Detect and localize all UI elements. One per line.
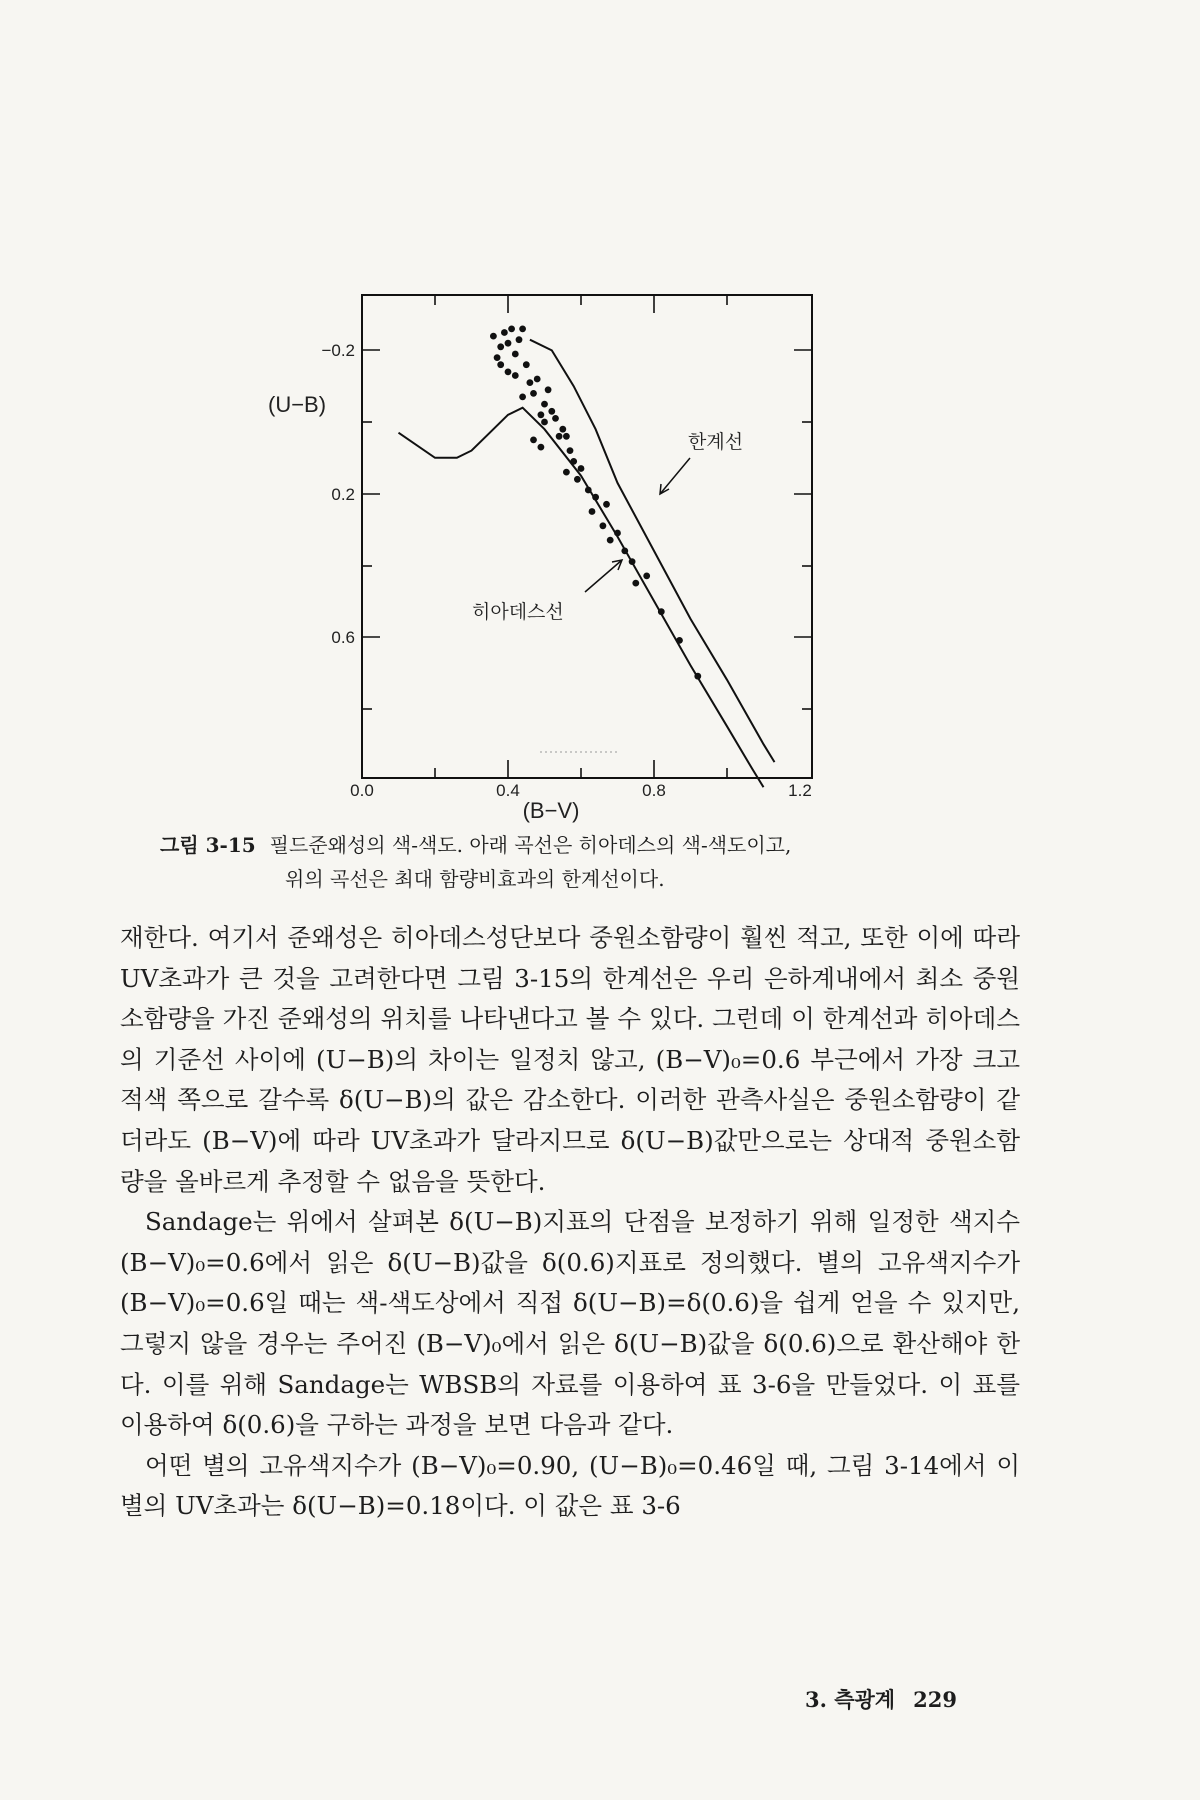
y-axis-ticks [362, 350, 812, 709]
data-point [530, 437, 537, 444]
page-footer [805, 1684, 957, 1714]
hyades-curve [399, 408, 764, 788]
data-point [548, 408, 555, 415]
data-point [538, 411, 545, 418]
paragraph-1: 재한다. 여기서 준왜성은 히아데스성단보다 중원소함량이 훨씬 적고, 또한 이에 따라 UV초과가 큰 것을 고려한다면 그림 3-15의 한계선은 우리 은하계내에서 최소 중원소함량을 가진 준왜성의 위치를 나타낸다고 볼 수 있다. 그런데 이 한계선과 히아데스의 기준선 사이에 (U−B)의 차이는 일정치 않고, (B−V)₀=0.6 부근에서 가장 크고 적색 쪽으로 갈수록 δ(U−B)의 값은 감소한다. 이러한 관측사실은 중원소함량이 같더라도 (B−V)에 따라 UV초과가 달라지므로 δ(U−B)값만으로는 상대적 중원소함량을 올바르게 추정할 수 없음을 뜻한다. [120, 923, 1020, 1196]
data-point [501, 329, 508, 336]
body-text [120, 918, 1020, 1527]
data-point [658, 608, 665, 615]
y-axis-label: (U−B) [268, 392, 327, 417]
limit-line-annotation: 한계선 [688, 431, 744, 453]
data-point [600, 522, 607, 529]
data-point [556, 433, 563, 440]
limit-curve [530, 340, 775, 762]
data-point [592, 494, 599, 501]
data-point [519, 326, 526, 333]
y-tick-label: 0.2 [331, 485, 355, 504]
figure-caption [160, 828, 1020, 896]
data-point [512, 372, 519, 379]
data-point [589, 508, 596, 515]
data-point [494, 354, 501, 361]
figure-caption-line2: 위의 곡선은 최대 함량비효과의 한계선이다. [285, 867, 665, 891]
data-point [497, 343, 504, 350]
data-point [530, 390, 537, 397]
data-point [505, 340, 512, 347]
y-tick-label: −0.2 [321, 341, 355, 360]
data-point [563, 469, 570, 476]
data-point [541, 419, 548, 426]
hyades-line-arrow [585, 560, 622, 592]
data-point [516, 336, 523, 343]
data-point [541, 401, 548, 408]
data-point [632, 580, 639, 587]
data-point [497, 361, 504, 368]
data-point [512, 351, 519, 358]
data-point [563, 433, 570, 440]
data-point [505, 369, 512, 376]
data-point [603, 501, 610, 508]
x-tick-label: 1.2 [788, 781, 812, 800]
x-axis-ticks [435, 295, 727, 778]
plot-frame [362, 295, 812, 778]
data-point [621, 548, 628, 555]
y-tick-label: 0.6 [331, 628, 355, 647]
page-number: 229 [913, 1687, 957, 1712]
data-point [534, 376, 541, 383]
x-tick-label: 0.4 [496, 781, 520, 800]
data-point [570, 458, 577, 465]
data-point [552, 415, 559, 422]
x-tick-label: 0.8 [642, 781, 666, 800]
data-point [567, 447, 574, 454]
data-point [574, 476, 581, 483]
x-axis-label: (B−V) [522, 798, 580, 823]
data-point [578, 465, 585, 472]
data-point [585, 487, 592, 494]
data-point [490, 333, 497, 340]
hyades-line-annotation: 히아데스선 [472, 601, 564, 623]
data-point [643, 573, 650, 580]
data-point [538, 444, 545, 451]
data-point [694, 673, 701, 680]
data-point [523, 361, 530, 368]
paragraph-2: Sandage는 위에서 살펴본 δ(U−B)지표의 단점을 보정하기 위해 일정한 색지수 (B−V)₀=0.6에서 읽은 δ(U−B)값을 δ(0.6)지표로 정의했다. 별의 고유색지수가 (B−V)₀=0.6일 때는 색-색도상에서 직접 δ(U−B)=δ(0.6)을 쉽게 얻을 수 있지만, 그렇지 않을 경우는 주어진 (B−V)₀에서 읽은 δ(U−B)값을 δ(0.6)으로 환산해야 한다. 이를 위해 Sandage는 WBSB의 자료를 이용하여 표 3-6을 만들었다. 이 표를 이용하여 δ(0.6)을 구하는 과정을 보면 다음과 같다. [120, 1207, 1020, 1440]
limit-line-arrow [660, 458, 690, 494]
data-point [545, 386, 552, 393]
data-point [629, 558, 636, 565]
data-point [559, 426, 566, 433]
data-point [508, 326, 515, 333]
color-color-diagram [0, 0, 1200, 830]
data-point [527, 379, 534, 386]
figure-caption-label: 그림 3-15 [160, 833, 256, 857]
data-point [676, 637, 683, 644]
x-tick-label: 0.0 [350, 781, 374, 800]
section-title: 3. 측광계 [805, 1687, 896, 1712]
figure-caption-line1: 필드준왜성의 색-색도. 아래 곡선은 히아데스의 색-색도이고, [269, 833, 792, 857]
paragraph-3: 어떤 별의 고유색지수가 (B−V)₀=0.90, (U−B)₀=0.46일 때, 그림 3-14에서 이 별의 UV초과는 δ(U−B)=0.18이다. 이 값은 표 3-6 [120, 1450, 1020, 1521]
data-point [519, 394, 526, 401]
data-point [607, 537, 614, 544]
data-point [614, 530, 621, 537]
